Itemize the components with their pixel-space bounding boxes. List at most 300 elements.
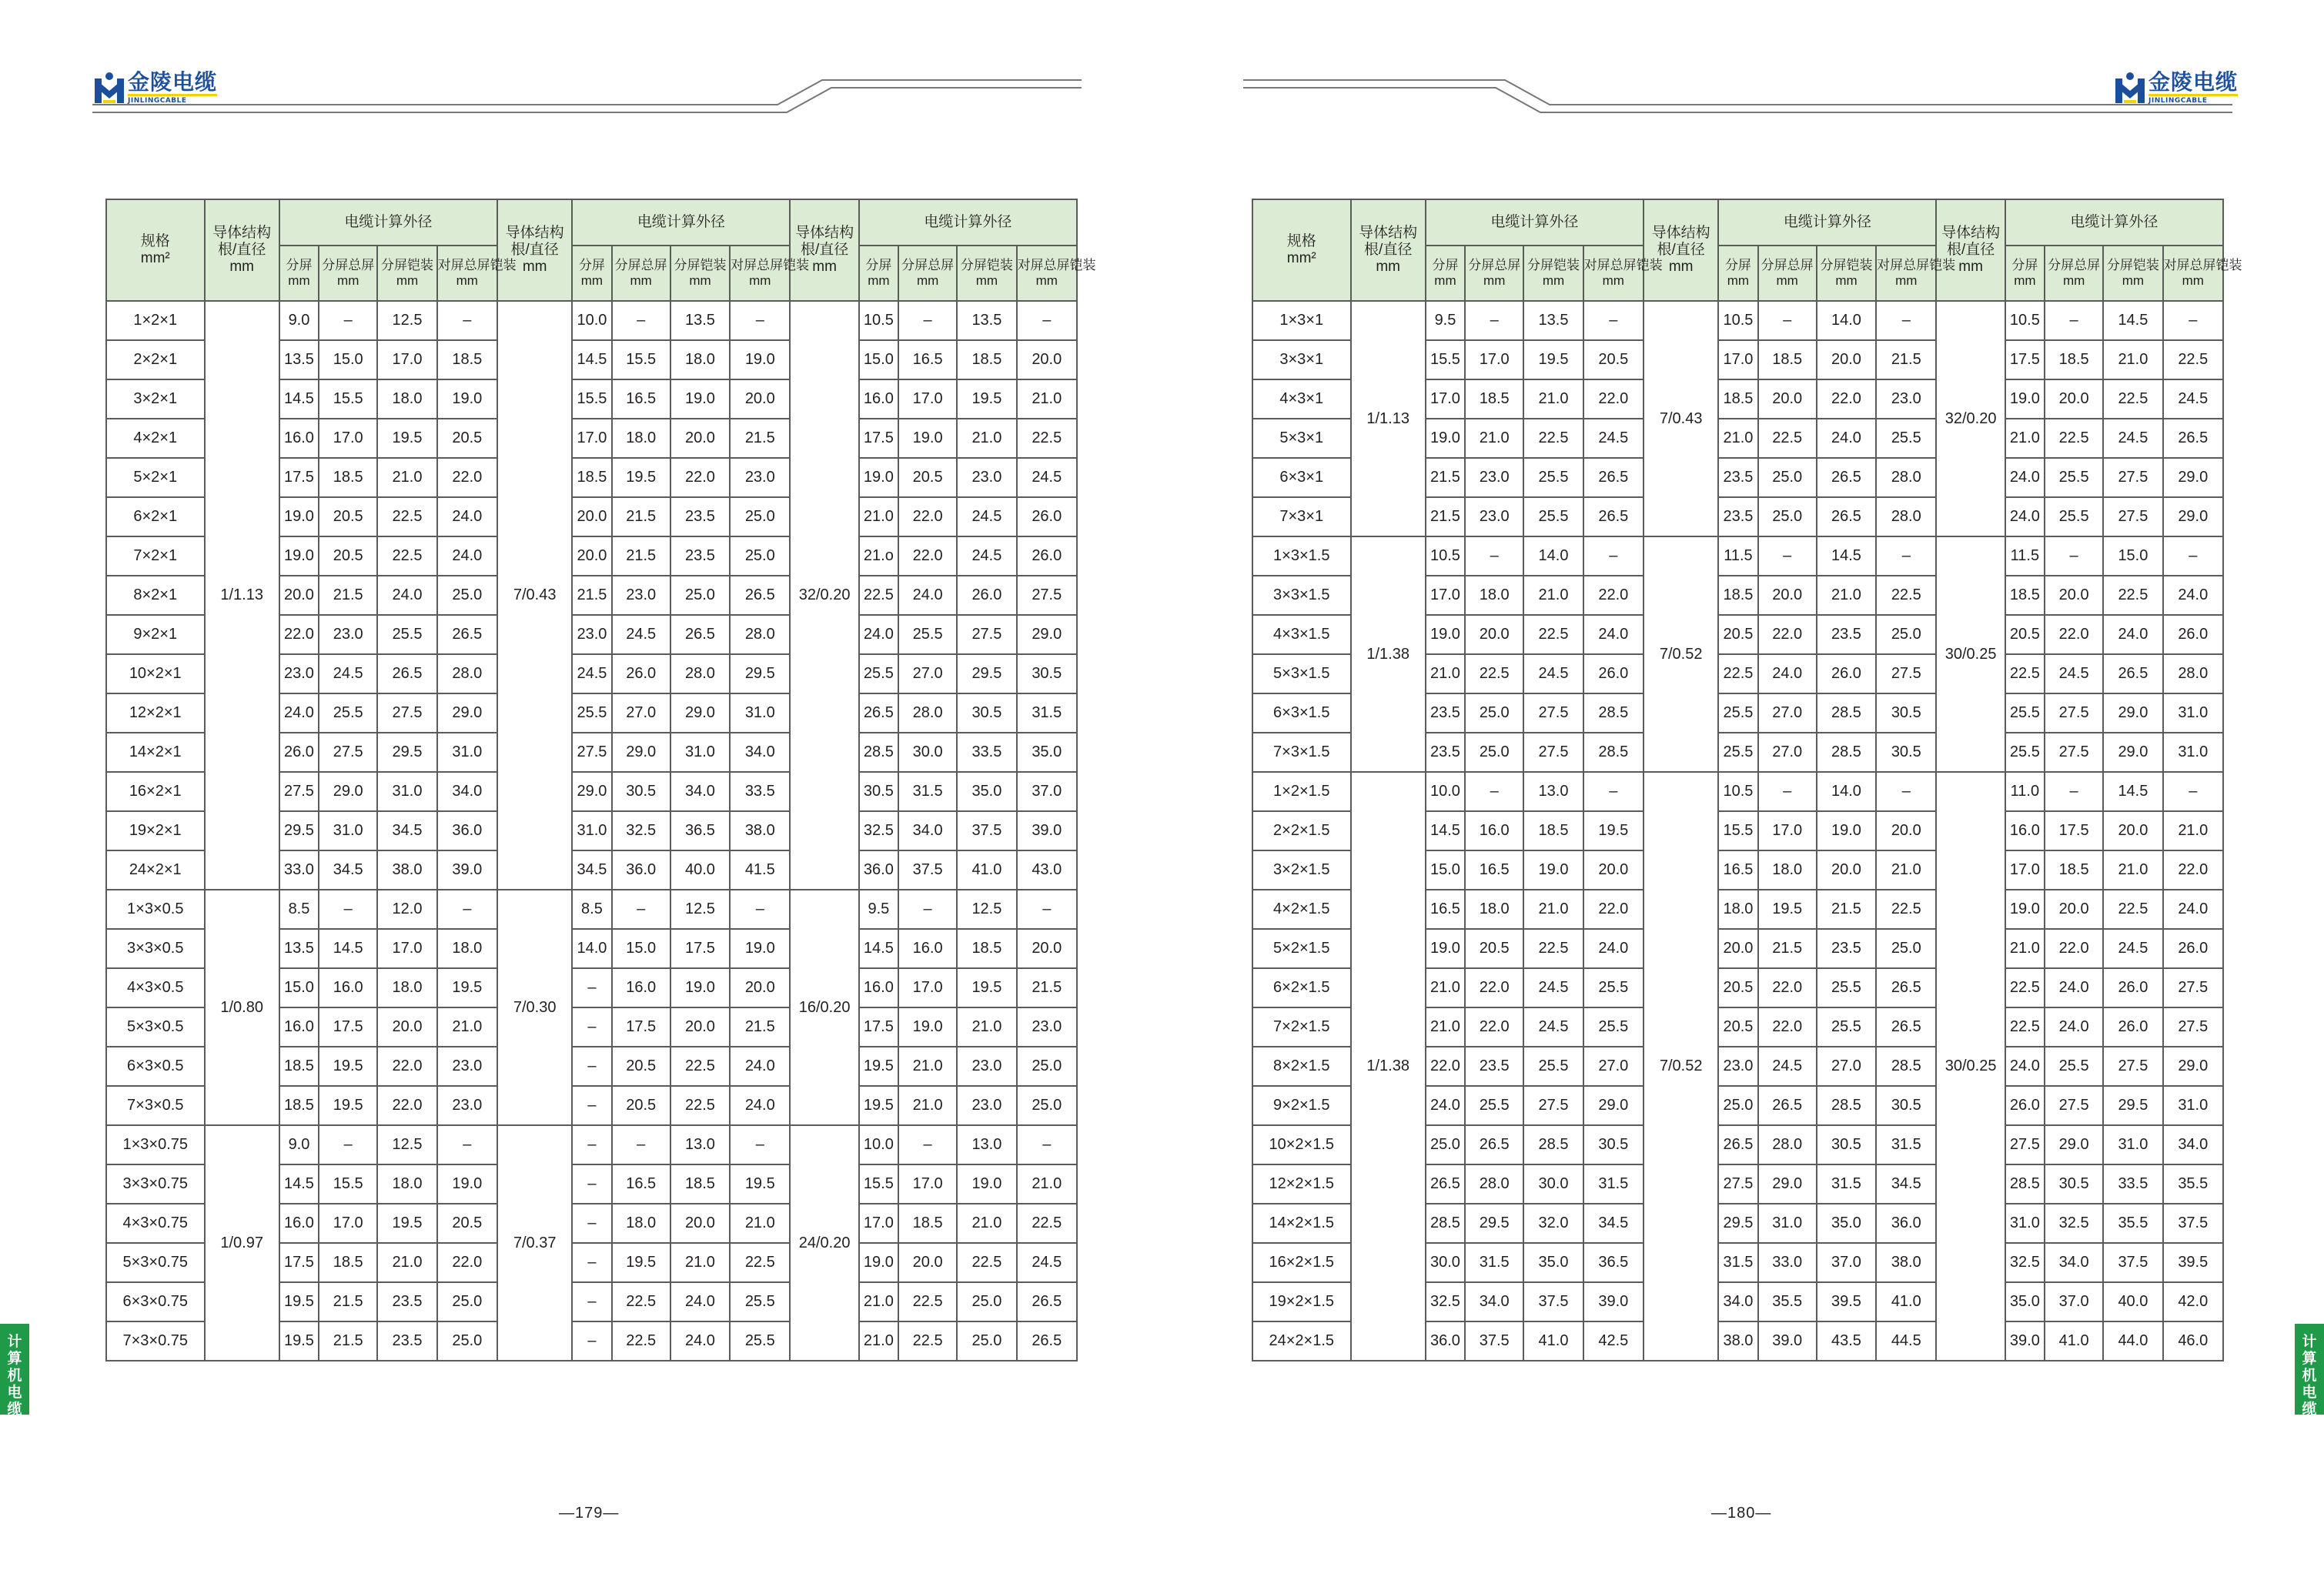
spec-cell: 5×2×1.5 (1252, 929, 1351, 968)
value-cell: 27.5 (2045, 693, 2103, 733)
value-cell: 22.0 (279, 615, 319, 654)
value-cell: 37.5 (2163, 1204, 2223, 1243)
value-cell: 21.5 (1817, 890, 1876, 929)
value-cell: 25.0 (670, 576, 730, 615)
value-cell: 23.0 (1876, 379, 1936, 419)
value-cell: 19.0 (859, 458, 898, 497)
conductor-cell: 7/0.43 (497, 301, 572, 890)
value-cell: 17.0 (1465, 340, 1523, 379)
value-cell: 22.0 (377, 1047, 436, 1086)
value-cell: 29.0 (2163, 497, 2223, 536)
value-cell: 23.0 (1017, 1007, 1077, 1047)
value-cell: 31.0 (2163, 693, 2223, 733)
side-tab-label: 计算机电缆 (7, 1333, 22, 1418)
header-col: 分屏总屏 mm (1465, 246, 1523, 301)
value-cell: 24.0 (377, 576, 436, 615)
value-cell: 41.0 (2045, 1321, 2103, 1361)
value-cell: 21.0 (898, 1086, 957, 1125)
value-cell: – (1465, 772, 1523, 811)
value-cell: 30.5 (1583, 1125, 1644, 1164)
value-cell: 37.0 (1017, 772, 1077, 811)
value-cell: 41.0 (1523, 1321, 1583, 1361)
value-cell: – (2163, 536, 2223, 576)
value-cell: 14.5 (1817, 536, 1876, 576)
value-cell: 17.0 (898, 1164, 957, 1204)
value-cell: 25.5 (572, 693, 611, 733)
value-cell: 25.0 (1017, 1086, 1077, 1125)
value-cell: 17.0 (1426, 379, 1465, 419)
value-cell: 34.0 (670, 772, 730, 811)
value-cell: 27.5 (2103, 458, 2162, 497)
value-cell: 21.0 (1426, 968, 1465, 1007)
value-cell: 15.5 (319, 379, 377, 419)
value-cell: 32.0 (1523, 1204, 1583, 1243)
value-cell: 28.5 (1583, 693, 1644, 733)
value-cell: 18.5 (572, 458, 611, 497)
spec-cell: 6×3×1 (1252, 458, 1351, 497)
spec-cell: 1×3×1.5 (1252, 536, 1351, 576)
conductor-cell: 30/0.25 (1936, 536, 2005, 772)
value-cell: 27.5 (319, 733, 377, 772)
value-cell: – (1876, 536, 1936, 576)
value-cell: 28.5 (1583, 733, 1644, 772)
value-cell: 24.5 (1523, 968, 1583, 1007)
value-cell: 27.5 (1876, 654, 1936, 693)
value-cell: 20.0 (2045, 576, 2103, 615)
value-cell: 24.5 (1017, 1243, 1077, 1282)
value-cell: 37.5 (2103, 1243, 2162, 1282)
header-col: 分屏 mm (2005, 246, 2045, 301)
value-cell: 9.0 (279, 301, 319, 340)
value-cell: 37.5 (1523, 1282, 1583, 1321)
header-col: 分屏 mm (859, 246, 898, 301)
value-cell: 8.5 (279, 890, 319, 929)
spec-cell: 3×3×0.5 (106, 929, 205, 968)
value-cell: 14.5 (859, 929, 898, 968)
header-col: 对屏总屏铠装 mm (437, 246, 497, 301)
value-cell: 22.5 (1876, 890, 1936, 929)
value-cell: 23.0 (957, 1047, 1016, 1086)
value-cell: 19.5 (377, 1204, 436, 1243)
value-cell: 39.0 (2005, 1321, 2045, 1361)
value-cell: 30.5 (1017, 654, 1077, 693)
header-od-group: 电缆计算外径 (279, 199, 497, 246)
value-cell: 23.0 (572, 615, 611, 654)
value-cell: 27.5 (2005, 1125, 2045, 1164)
value-cell: 28.0 (670, 654, 730, 693)
header-spec: 规格 mm² (106, 199, 205, 301)
spec-cell: 3×3×1 (1252, 340, 1351, 379)
value-cell: 24.5 (957, 536, 1016, 576)
spec-cell: 6×2×1 (106, 497, 205, 536)
value-cell: 17.0 (377, 340, 436, 379)
spec-cell: 4×3×1 (1252, 379, 1351, 419)
header-col: 分屏总屏 mm (2045, 246, 2103, 301)
value-cell: 21.0 (730, 1204, 790, 1243)
spec-cell: 19×2×1.5 (1252, 1282, 1351, 1321)
value-cell: 35.0 (1817, 1204, 1876, 1243)
value-cell: 23.5 (1718, 497, 1757, 536)
spec-cell: 1×2×1.5 (1252, 772, 1351, 811)
value-cell: 25.5 (1583, 968, 1644, 1007)
value-cell: 20.0 (1718, 929, 1757, 968)
value-cell: 35.0 (957, 772, 1016, 811)
value-cell: 19.5 (1523, 340, 1583, 379)
value-cell: 22.5 (1718, 654, 1757, 693)
value-cell: 19.5 (957, 968, 1016, 1007)
value-cell: 24.5 (1523, 654, 1583, 693)
value-cell: 27.5 (1523, 1086, 1583, 1125)
brand-name-cn: 金陵电缆 (128, 69, 218, 95)
value-cell: 17.0 (1426, 576, 1465, 615)
value-cell: 20.0 (2045, 890, 2103, 929)
value-cell: 20.5 (319, 497, 377, 536)
value-cell: 29.0 (572, 772, 611, 811)
value-cell: 29.0 (437, 693, 497, 733)
value-cell: 19.0 (1523, 850, 1583, 890)
value-cell: 22.0 (2045, 929, 2103, 968)
value-cell: 26.5 (1583, 458, 1644, 497)
value-cell: 18.0 (1758, 850, 1817, 890)
value-cell: 28.0 (898, 693, 957, 733)
value-cell: 16.0 (1465, 811, 1523, 850)
spec-cell: 14×2×1.5 (1252, 1204, 1351, 1243)
value-cell: 14.5 (319, 929, 377, 968)
value-cell: 25.0 (1465, 693, 1523, 733)
value-cell: 31.0 (319, 811, 377, 850)
value-cell: – (1876, 301, 1936, 340)
value-cell: 26.5 (377, 654, 436, 693)
value-cell: 10.5 (1718, 772, 1757, 811)
value-cell: 9.5 (1426, 301, 1465, 340)
value-cell: 25.0 (437, 1321, 497, 1361)
value-cell: 24.0 (2045, 968, 2103, 1007)
value-cell: 23.5 (670, 497, 730, 536)
value-cell: 30.5 (1817, 1125, 1876, 1164)
value-cell: 23.5 (1817, 615, 1876, 654)
value-cell: 17.5 (612, 1007, 670, 1047)
value-cell: 30.5 (2045, 1164, 2103, 1204)
value-cell: 24.0 (2005, 458, 2045, 497)
value-cell: 26.5 (730, 576, 790, 615)
page-number: —180— (1711, 1505, 1772, 1522)
value-cell: 21.0 (1017, 379, 1077, 419)
page-number: —179— (559, 1505, 620, 1522)
value-cell: 22.5 (2103, 890, 2162, 929)
value-cell: 22.0 (898, 536, 957, 576)
value-cell: 27.0 (1817, 1047, 1876, 1086)
spec-cell: 16×2×1.5 (1252, 1243, 1351, 1282)
value-cell: 26.5 (1876, 968, 1936, 1007)
value-cell: 29.0 (2163, 1047, 2223, 1086)
value-cell: 21.5 (319, 1282, 377, 1321)
value-cell: – (1758, 536, 1817, 576)
value-cell: 19.0 (2005, 379, 2045, 419)
header-conductor: 导体结构 根/直径 mm (790, 199, 858, 301)
value-cell: – (319, 1125, 377, 1164)
value-cell: 29.0 (1583, 1086, 1644, 1125)
value-cell: 14.5 (279, 379, 319, 419)
value-cell: 19.0 (670, 379, 730, 419)
value-cell: 20.5 (437, 419, 497, 458)
value-cell: 22.0 (1583, 576, 1644, 615)
value-cell: 34.5 (377, 811, 436, 850)
value-cell: – (2045, 301, 2103, 340)
value-cell: 17.0 (572, 419, 611, 458)
value-cell: 31.5 (1876, 1125, 1936, 1164)
table-row (106, 890, 1077, 929)
value-cell: 26.0 (2163, 615, 2223, 654)
value-cell: 11.5 (1718, 536, 1757, 576)
value-cell: 24.5 (2103, 929, 2162, 968)
value-cell: 18.5 (1758, 340, 1817, 379)
value-cell: 22.0 (898, 497, 957, 536)
value-cell: 24.0 (1758, 654, 1817, 693)
value-cell: 15.0 (612, 929, 670, 968)
value-cell: 22.5 (612, 1321, 670, 1361)
value-cell: 25.5 (2045, 458, 2103, 497)
brand-logo (94, 71, 217, 106)
header-col: 分屏铠装 mm (1817, 246, 1876, 301)
value-cell: 22.5 (2163, 340, 2223, 379)
value-cell: 22.0 (2163, 850, 2223, 890)
spec-cell: 3×2×1 (106, 379, 205, 419)
value-cell: 18.0 (377, 968, 436, 1007)
value-cell: 29.5 (957, 654, 1016, 693)
value-cell: 19.0 (730, 340, 790, 379)
value-cell: 15.0 (859, 340, 898, 379)
value-cell: 25.5 (898, 615, 957, 654)
spec-cell: 8×2×1.5 (1252, 1047, 1351, 1086)
value-cell: 14.5 (2103, 301, 2162, 340)
value-cell: 18.0 (670, 340, 730, 379)
value-cell: 24.0 (2103, 615, 2162, 654)
value-cell: 26.5 (1758, 1086, 1817, 1125)
brand-name-cn: 金陵电缆 (2148, 69, 2239, 95)
value-cell: – (572, 1125, 611, 1164)
value-cell: 16.0 (319, 968, 377, 1007)
value-cell: 31.0 (670, 733, 730, 772)
value-cell: 12.5 (377, 301, 436, 340)
value-cell: 27.5 (279, 772, 319, 811)
value-cell: 20.5 (1583, 340, 1644, 379)
value-cell: 18.5 (2045, 850, 2103, 890)
spec-cell: 7×3×0.5 (106, 1086, 205, 1125)
conductor-cell: 7/0.30 (497, 890, 572, 1125)
value-cell: 29.0 (1017, 615, 1077, 654)
conductor-cell: 24/0.20 (790, 1125, 858, 1361)
value-cell: 22.5 (377, 497, 436, 536)
value-cell: 15.0 (279, 968, 319, 1007)
value-cell: 12.5 (377, 1125, 436, 1164)
header-conductor: 导体结构 根/直径 mm (1644, 199, 1718, 301)
value-cell: 27.0 (898, 654, 957, 693)
value-cell: 15.0 (1426, 850, 1465, 890)
value-cell: 22.5 (2005, 654, 2045, 693)
value-cell: 25.0 (1876, 615, 1936, 654)
value-cell: 22.0 (1465, 968, 1523, 1007)
spec-cell: 1×3×0.75 (106, 1125, 205, 1164)
table-row (1252, 301, 2223, 340)
value-cell: 38.0 (377, 850, 436, 890)
value-cell: 18.5 (1523, 811, 1583, 850)
value-cell: 28.5 (1817, 733, 1876, 772)
spec-cell: 7×2×1.5 (1252, 1007, 1351, 1047)
value-cell: 22.5 (1523, 419, 1583, 458)
spec-cell: 5×3×1 (1252, 419, 1351, 458)
value-cell: 20.0 (1817, 340, 1876, 379)
value-cell: 26.5 (1718, 1125, 1757, 1164)
value-cell: 16.0 (279, 419, 319, 458)
value-cell: 25.5 (730, 1321, 790, 1361)
value-cell: 22.0 (1426, 1047, 1465, 1086)
value-cell: 18.0 (1465, 890, 1523, 929)
value-cell: 20.0 (1876, 811, 1936, 850)
value-cell: 25.0 (730, 536, 790, 576)
value-cell: 23.0 (1465, 458, 1523, 497)
value-cell: 25.5 (2005, 693, 2045, 733)
value-cell: 21.0 (1876, 850, 1936, 890)
value-cell: 20.5 (2005, 615, 2045, 654)
value-cell: 38.0 (730, 811, 790, 850)
value-cell: 18.5 (279, 1047, 319, 1086)
value-cell: 22.0 (1758, 968, 1817, 1007)
value-cell: 25.5 (1817, 968, 1876, 1007)
table-row (106, 301, 1077, 340)
value-cell: 33.5 (2103, 1164, 2162, 1204)
value-cell: 19.0 (957, 1164, 1016, 1204)
spec-cell: 3×3×0.75 (106, 1164, 205, 1204)
value-cell: 18.5 (957, 340, 1016, 379)
value-cell: 28.0 (730, 615, 790, 654)
value-cell: 13.5 (1523, 301, 1583, 340)
value-cell: 25.0 (1758, 458, 1817, 497)
value-cell: 20.0 (730, 379, 790, 419)
header-od-group: 电缆计算外径 (572, 199, 790, 246)
value-cell: 17.5 (2045, 811, 2103, 850)
value-cell: 22.0 (1758, 1007, 1817, 1047)
value-cell: 30.5 (859, 772, 898, 811)
value-cell: 18.5 (437, 340, 497, 379)
value-cell: 20.0 (1583, 850, 1644, 890)
header-col: 分屏 mm (279, 246, 319, 301)
header-col: 分屏铠装 mm (670, 246, 730, 301)
header-col: 对屏总屏铠装 mm (1583, 246, 1644, 301)
value-cell: 20.0 (730, 968, 790, 1007)
value-cell: 21.5 (572, 576, 611, 615)
value-cell: 25.5 (1718, 693, 1757, 733)
value-cell: 23.5 (377, 1282, 436, 1321)
value-cell: 17.5 (319, 1007, 377, 1047)
spec-cell: 24×2×1.5 (1252, 1321, 1351, 1361)
value-cell: 34.0 (2045, 1243, 2103, 1282)
value-cell: 25.5 (730, 1282, 790, 1321)
header-col: 分屏总屏 mm (319, 246, 377, 301)
value-cell: 21.5 (319, 1321, 377, 1361)
value-cell: 24.5 (1583, 419, 1644, 458)
value-cell: 16.0 (898, 929, 957, 968)
value-cell: 35.5 (2163, 1164, 2223, 1204)
header-od-group: 电缆计算外径 (859, 199, 1077, 246)
value-cell: 16.0 (612, 968, 670, 1007)
value-cell: 17.5 (859, 419, 898, 458)
value-cell: 20.0 (377, 1007, 436, 1047)
value-cell: 21.0 (377, 458, 436, 497)
value-cell: 20.0 (670, 1204, 730, 1243)
value-cell: – (612, 301, 670, 340)
value-cell: – (572, 1086, 611, 1125)
value-cell: 27.5 (1523, 693, 1583, 733)
value-cell: 32.5 (2005, 1243, 2045, 1282)
value-cell: 22.5 (377, 536, 436, 576)
value-cell: 42.5 (1583, 1321, 1644, 1361)
value-cell: 22.5 (859, 576, 898, 615)
value-cell: – (572, 968, 611, 1007)
value-cell: 10.0 (859, 1125, 898, 1164)
spec-cell: 4×2×1 (106, 419, 205, 458)
value-cell: 36.0 (1426, 1321, 1465, 1361)
value-cell: 21.0 (1426, 654, 1465, 693)
value-cell: 16.0 (859, 968, 898, 1007)
value-cell: 38.0 (1718, 1321, 1757, 1361)
value-cell: 32.5 (612, 811, 670, 850)
spec-cell: 6×3×0.75 (106, 1282, 205, 1321)
value-cell: – (2045, 536, 2103, 576)
spec-cell: 4×3×0.75 (106, 1204, 205, 1243)
value-cell: 18.5 (1718, 576, 1757, 615)
value-cell: 31.0 (1758, 1204, 1817, 1243)
value-cell: 18.5 (2005, 576, 2045, 615)
value-cell: 26.5 (1817, 497, 1876, 536)
value-cell: 26.5 (1876, 1007, 1936, 1047)
spec-cell: 6×3×1.5 (1252, 693, 1351, 733)
value-cell: 23.0 (279, 654, 319, 693)
value-cell: 14.5 (572, 340, 611, 379)
value-cell: 29.0 (670, 693, 730, 733)
header-col: 分屏总屏 mm (1758, 246, 1817, 301)
value-cell: 14.5 (1426, 811, 1465, 850)
value-cell: 20.0 (2045, 379, 2103, 419)
value-cell: 20.5 (437, 1204, 497, 1243)
value-cell: – (1583, 772, 1644, 811)
value-cell: 36.0 (1876, 1204, 1936, 1243)
value-cell: 24.0 (670, 1321, 730, 1361)
value-cell: 21.0 (1017, 1164, 1077, 1204)
value-cell: 26.5 (1583, 497, 1644, 536)
value-cell: 29.0 (2045, 1125, 2103, 1164)
value-cell: 24.5 (572, 654, 611, 693)
value-cell: – (572, 1243, 611, 1282)
value-cell: 39.0 (437, 850, 497, 890)
value-cell: 23.0 (437, 1047, 497, 1086)
value-cell: 24.0 (279, 693, 319, 733)
conductor-cell: 7/0.43 (1644, 301, 1718, 536)
value-cell: 10.5 (2005, 301, 2045, 340)
value-cell: 20.0 (2103, 811, 2162, 850)
value-cell: 14.5 (279, 1164, 319, 1204)
spec-cell: 6×3×0.5 (106, 1047, 205, 1086)
spec-cell: 5×3×1.5 (1252, 654, 1351, 693)
table-row (1252, 536, 2223, 576)
value-cell: 27.5 (957, 615, 1016, 654)
spec-cell: 19×2×1 (106, 811, 205, 850)
value-cell: 25.5 (2005, 733, 2045, 772)
value-cell: 22.5 (1523, 615, 1583, 654)
value-cell: 32.5 (2045, 1204, 2103, 1243)
value-cell: 21.0 (2103, 850, 2162, 890)
value-cell: 12.5 (957, 890, 1016, 929)
value-cell: 32.5 (1426, 1282, 1465, 1321)
